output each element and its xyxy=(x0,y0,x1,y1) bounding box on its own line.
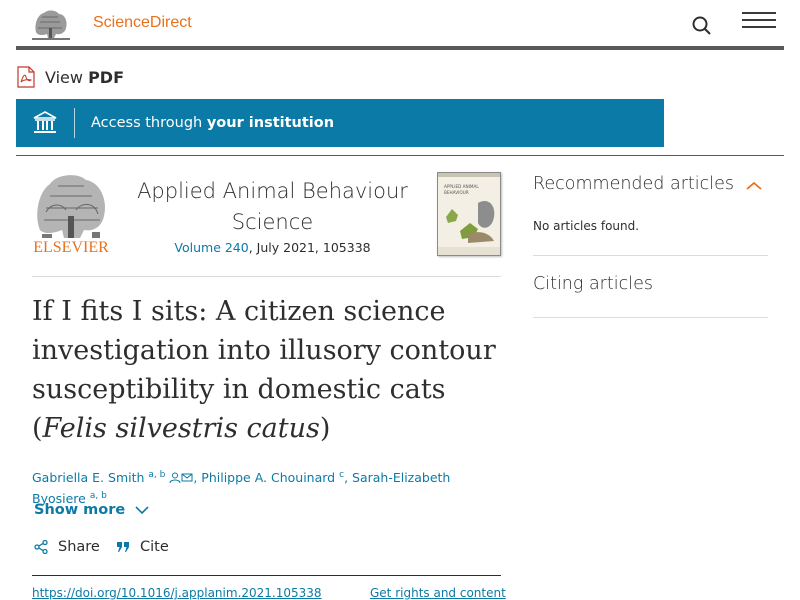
author-name: Philippe A. Chouinard xyxy=(201,470,336,485)
recommended-articles-heading: Recommended articles xyxy=(533,174,734,194)
top-bar xyxy=(0,0,800,48)
quote-icon xyxy=(116,541,130,553)
cite-label: Cite xyxy=(140,539,169,555)
access-label xyxy=(91,115,334,131)
sidebar-divider xyxy=(533,255,768,256)
header-divider xyxy=(16,46,784,50)
author-name: Sarah-Elizabeth Byosiere xyxy=(32,470,451,506)
journal-cover-image[interactable] xyxy=(437,172,501,256)
author-name: Gabriella E. Smith xyxy=(32,470,145,485)
no-articles-message: No articles found. xyxy=(533,219,640,233)
access-separator xyxy=(74,108,75,138)
article-title xyxy=(32,292,502,448)
rights-link[interactable]: Get rights and content xyxy=(370,586,506,600)
citing-articles-toggle[interactable]: Citing articles xyxy=(533,274,653,294)
view-pdf-button[interactable] xyxy=(16,64,124,90)
author-affiliation: a, b xyxy=(148,470,166,480)
mail-icon[interactable] xyxy=(181,472,193,483)
author-link[interactable] xyxy=(32,470,165,485)
access-institution: your institution xyxy=(206,115,335,131)
show-more-label: Show more xyxy=(34,502,126,518)
share-icon xyxy=(34,540,48,554)
access-through-institution-button[interactable] xyxy=(16,99,664,147)
search-icon[interactable] xyxy=(690,14,714,38)
doi-divider xyxy=(32,575,501,576)
author-link[interactable] xyxy=(201,470,344,485)
chevron-down-icon xyxy=(135,505,149,515)
doi-link[interactable]: https://doi.org/10.1016/j.applanim.2021.105338 xyxy=(32,586,322,600)
article-title-species: Felis silvestris catus xyxy=(42,413,320,444)
article-title-main: If I fits I sits: A citizen science investigation into illusory contour susceptibility in domestic cats ( xyxy=(32,296,496,444)
author-affiliation: a, b xyxy=(89,491,107,501)
access-prefix: Access through xyxy=(91,115,203,131)
journal-cover-art-icon xyxy=(438,173,501,256)
journal-title[interactable]: Applied Animal Behaviour Science xyxy=(137,179,408,234)
pdf-label: PDF xyxy=(88,67,124,87)
recommended-articles-toggle[interactable] xyxy=(533,174,768,200)
elsevier-wordmark: ELSEVIER xyxy=(33,239,109,256)
elsevier-tree-logo-icon[interactable] xyxy=(32,8,70,40)
volume-link[interactable]: Volume 240 xyxy=(174,240,249,255)
cite-button[interactable] xyxy=(116,539,169,555)
chevron-up-icon xyxy=(746,181,762,191)
journal-issue-info: , July 2021, 105338 xyxy=(248,240,371,255)
cover-title-line1: APPLIED ANIMAL xyxy=(444,184,479,189)
pdf-file-icon xyxy=(16,66,36,88)
article-title-close: ) xyxy=(319,413,331,444)
share-label: Share xyxy=(58,539,100,555)
show-more-button[interactable] xyxy=(34,500,149,520)
cover-title-line2: BEHAVIOUR xyxy=(444,190,469,195)
share-button[interactable] xyxy=(34,539,100,555)
view-label: View xyxy=(45,67,83,87)
view-pdf-label xyxy=(45,68,124,87)
hamburger-menu-icon[interactable] xyxy=(742,12,776,36)
author-affiliation: c xyxy=(339,470,345,480)
journal-meta xyxy=(120,240,425,255)
person-icon[interactable] xyxy=(169,472,181,483)
content-divider xyxy=(16,155,784,156)
sidebar-divider xyxy=(533,317,768,318)
institution-icon xyxy=(32,110,58,136)
author-list: Gabriella E. Smith $^{a, b}$ , Philippe A. Chouinard $^c$, Sarah-Elizabeth Byosiere $^{a, b}$ xyxy=(32,470,451,506)
journal-divider xyxy=(32,276,501,277)
sciencedirect-brand[interactable]: ScienceDirect xyxy=(93,14,192,31)
